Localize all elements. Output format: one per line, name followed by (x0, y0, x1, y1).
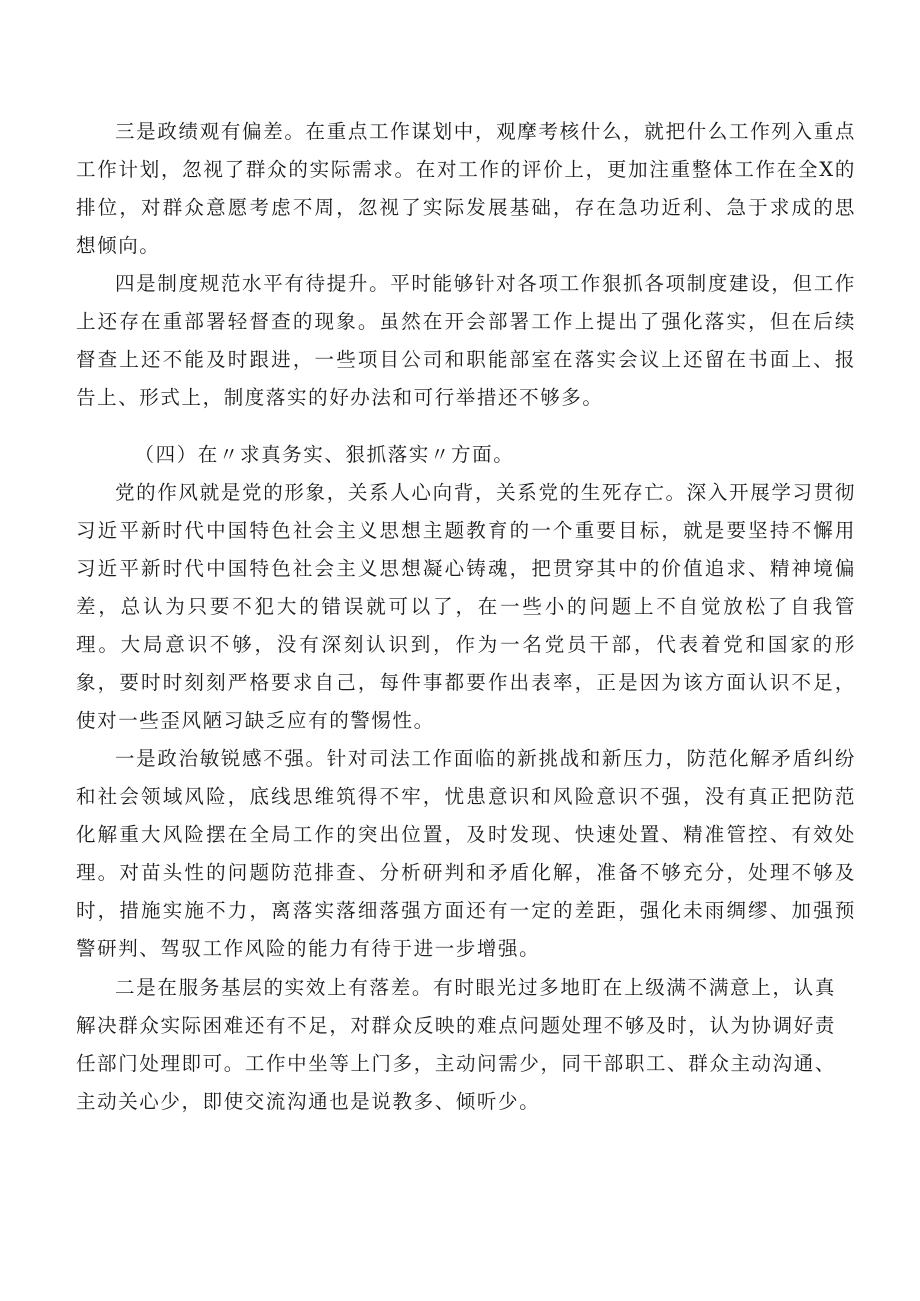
paragraph-political-performance: 三是政绩观有偏差。在重点工作谋划中，观摩考核什么，就把什么工作列入重点工作计划，忽视了群众的实际需求。在对工作的评价上，更加注重整体工作在全X的排位，对群众意愿考虑不周，忽视了实际发展基础，存在急功近利、急于求成的思想倾向。 (76, 120, 856, 257)
section-heading-four: （四）在〃求真务实、狠抓落实〃方面。 (134, 443, 515, 466)
paragraph-party-style: 党的作风就是党的形象，关系人心向背，关系党的生死存亡。深入开展学习贯彻习近平新时代中国特色社会主义思想主题教育的一个重要目标，就是要坚持不懈用习近平新时代中国特色社会主义思想凝心铸魂，把贯穿其中的价值追求、精神境偏差，总认为只要不犯大的错误就可以了，在一些小的问题上不自觉放松了自我管理。大局意识不够，没有深刻认识到，作为一名党员干部，代表着党和国家的形象，要时时刻刻严格要求自己，每件事都要作出表率，正是因为该方面认识不足，使对一些歪风陋习缺乏应有的警惕性。 (76, 481, 856, 732)
paragraph-political-sensitivity: 一是政治敏锐感不强。针对司法工作面临的新挑战和新压力，防范化解矛盾纠纷和社会领域风险，底线思维筑得不牢，忧患意识和风险意识不强，没有真正把防范化解重大风险摆在全局工作的突出位置，及时发现、快速处置、精准管控、有效处理。对苗头性的问题防范排查、分析研判和矛盾化解，准备不够充分，处理不够及时，措施实施不力，离落实落细落强方面还有一定的差距，强化未雨绸缪、加强预警研判、驾驭工作风险的能力有待于进一步增强。 (76, 747, 856, 960)
paragraph-institutional-standards: 四是制度规范水平有待提升。平时能够针对各项工作狠抓各项制度建设，但工作上还存在重部署轻督查的现象。虽然在开会部署工作上提出了强化落实，但在后续督查上还不能及时跟进，一些项目公司和职能部室在落实会议上还留在书面上、报告上、形式上，制度落实的好办法和可行举措还不够多。 (76, 272, 856, 409)
paragraph-grassroots-service: 二是在服务基层的实效上有落差。有时眼光过多地盯在上级满不满意上，认真解决群众实际困难还有不足，对群众反映的难点问题处理不够及时，认为协调好责任部门处理即可。工作中坐等上门多，主动问需少，同干部职工、群众主动沟通、主动关心少，即使交流沟通也是说教多、倾听少。 (76, 976, 836, 1113)
